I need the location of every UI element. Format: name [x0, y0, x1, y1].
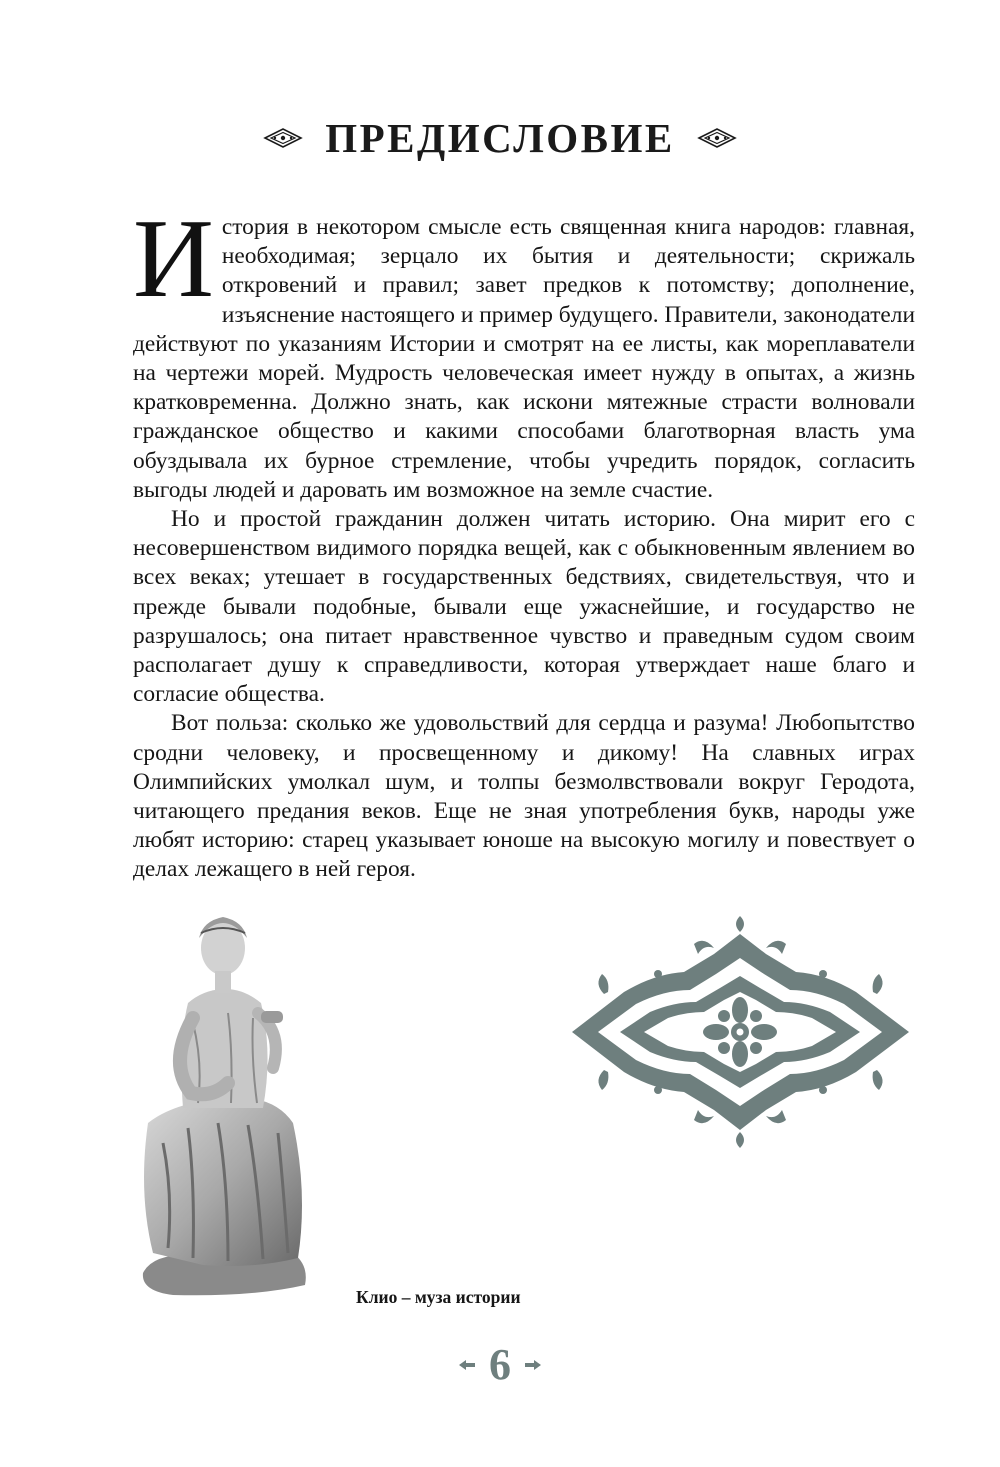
- drop-cap: И: [133, 197, 214, 321]
- paragraph-text: стория в некотором смысле есть священная книга народов: главная, необходимая; зерцало их бытия и деятельности; скрижаль откровений и правил; завет предков к потомству; дополнение, изъяснение настоящего и пример будущего. Правители, законодатели действуют по указаниям Истории и смотрят на ее листы, как мореплаватели на чертежи морей. Мудрость человеческая имеет нужду в опытах, а жизнь кратковременна. Должно знать, как искони мятежные страсти волновали гражданское общество и какими способами благотворная власть ума обуздывала их бурное стремление, чтобы учредить порядок, согласить выгоды людей и даровать им возможное на земле счастие.: [133, 214, 915, 503]
- diamond-ornament-icon: [263, 128, 303, 148]
- statue-of-clio-icon: [133, 893, 313, 1298]
- paragraph: Но и простой гражданин должен читать историю. Она мирит его с несовершенством видимого порядка вещей, как с обыкновенным явлением во всех веках; утешает в государственных бедствиях, свидетельствуя, что и прежде бывали подобные, бывали еще ужаснейшие, и государство не разрушалось; она питает нравственное чувство и праведным судом своим располагает душу к справедливости, которая утверждает наше благо и согласие общества.: [133, 506, 915, 708]
- right-flourish-icon: [523, 1358, 543, 1372]
- page-number-value: 6: [489, 1340, 511, 1389]
- paragraph: Вот польза: сколько же удовольствий для сердца и разума! Любопытство сродни человеку, и просвещенному и дикому! На славных играх Олимпийских умолкал шум, и толпы безмолвствовали вокруг Геродота, читающего предания веков. Еще не зная употребления букв, народы уже любят историю: старец указывает юноше на высокую могилу и повествует о делах лежащего в ней героя.: [133, 710, 915, 883]
- page-number: [0, 1340, 1000, 1390]
- diamond-ornament-icon: [697, 128, 737, 148]
- paragraph: [133, 197, 915, 505]
- arabesque-ornament-icon: [564, 914, 917, 1150]
- left-flourish-icon: [457, 1358, 477, 1372]
- chapter-title: ПРЕДИСЛОВИЕ: [325, 115, 675, 161]
- chapter-heading: [0, 108, 1000, 168]
- body-text: [133, 197, 915, 885]
- figure-caption: Клио – муза истории: [356, 1287, 521, 1307]
